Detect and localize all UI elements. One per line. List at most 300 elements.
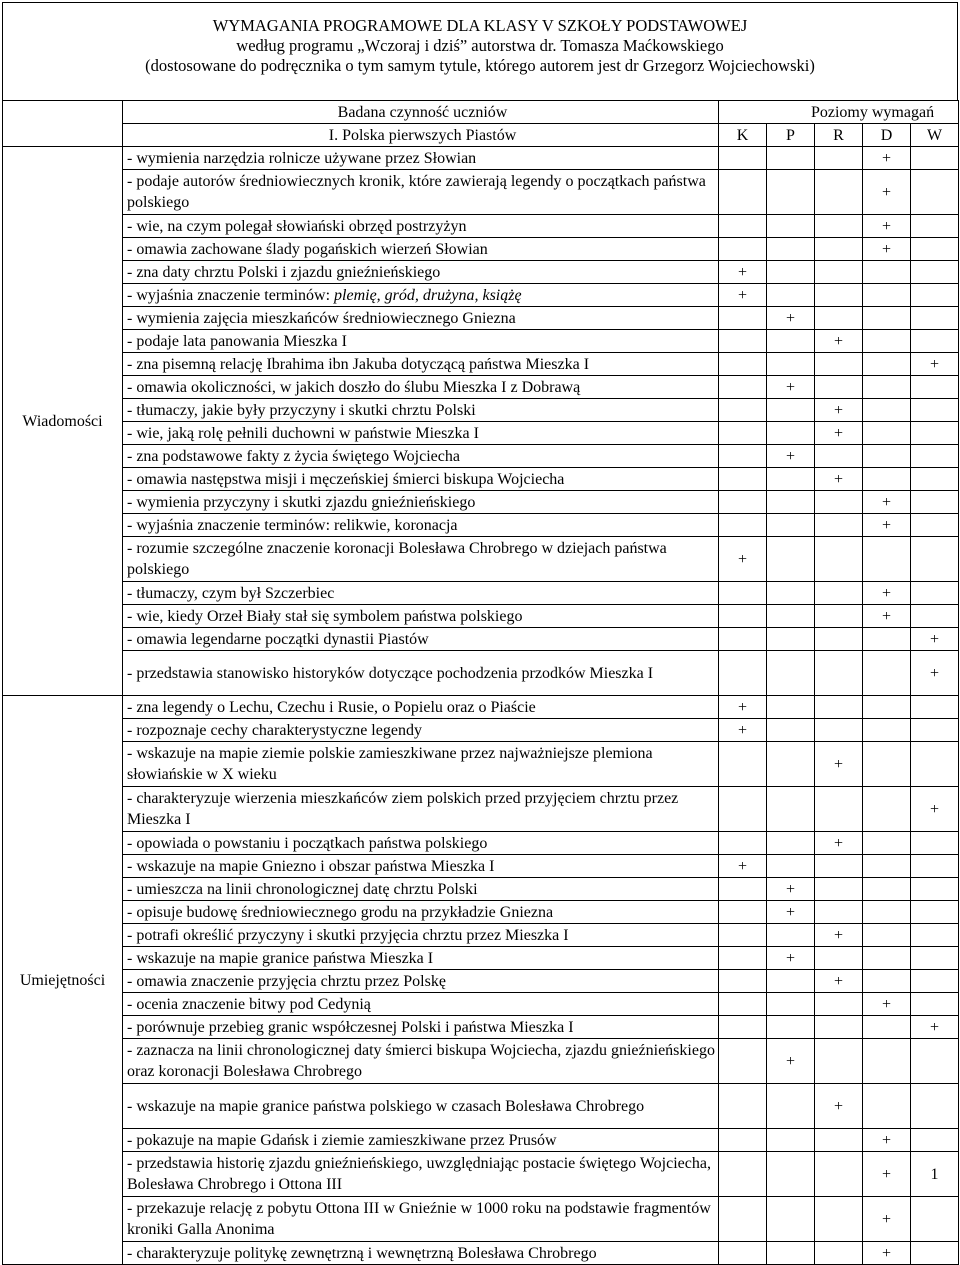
level-mark: +	[815, 468, 863, 491]
level-cell	[911, 170, 959, 215]
level-cell	[815, 353, 863, 376]
level-mark: +	[911, 1016, 959, 1039]
level-cell	[863, 376, 911, 399]
requirement-row	[3, 170, 959, 215]
level-cell	[719, 970, 767, 993]
level-cell	[767, 582, 815, 605]
level-cell	[911, 445, 959, 468]
level-cell	[767, 696, 815, 719]
level-mark: +	[815, 970, 863, 993]
level-cell	[767, 1016, 815, 1039]
level-cell	[815, 628, 863, 651]
level-cell	[863, 947, 911, 970]
level-cell	[719, 399, 767, 422]
requirement-text: - zna daty chrztu Polski i zjazdu gnieźnieńskiego	[123, 261, 719, 284]
level-cell	[719, 468, 767, 491]
level-mark: +	[815, 1084, 863, 1129]
requirement-row	[3, 924, 959, 947]
level-cell	[815, 787, 863, 832]
level-cell	[719, 307, 767, 330]
level-mark: +	[719, 261, 767, 284]
requirement-text: - zna pisemną relację Ibrahima ibn Jakuba dotyczącą państwa Mieszka I	[123, 353, 719, 376]
level-cell	[719, 947, 767, 970]
requirement-text: - omawia zachowane ślady pogańskich wierzeń Słowian	[123, 238, 719, 261]
level-cell	[815, 1242, 863, 1265]
level-cell	[767, 970, 815, 993]
level-mark: +	[815, 330, 863, 353]
requirements-body	[3, 101, 959, 1265]
level-cell	[863, 422, 911, 445]
level-cell	[863, 353, 911, 376]
level-cell	[911, 399, 959, 422]
level-cell	[719, 445, 767, 468]
level-cell	[815, 993, 863, 1016]
level-cell	[911, 855, 959, 878]
level-cell	[863, 651, 911, 696]
level-cell	[719, 901, 767, 924]
level-cell	[911, 582, 959, 605]
requirement-text: - podaje autorów średniowiecznych kronik, które zawierają legendy o początkach państwa polskiego	[123, 170, 719, 215]
requirement-row	[3, 537, 959, 582]
requirement-text: - wie, jaką rolę pełnili duchowni w państwie Mieszka I	[123, 422, 719, 445]
requirement-text: - zna podstawowe fakty z życia świętego Wojciecha	[123, 445, 719, 468]
level-cell	[815, 855, 863, 878]
level-cell	[911, 491, 959, 514]
level-cell	[911, 261, 959, 284]
requirement-text: - przedstawia stanowisko historyków dotyczące pochodzenia przodków Mieszka I	[123, 651, 719, 696]
requirement-row	[3, 1129, 959, 1152]
level-cell	[911, 284, 959, 307]
level-cell	[863, 1084, 911, 1129]
level-header-k: K	[719, 124, 767, 147]
level-cell	[863, 261, 911, 284]
level-mark: +	[767, 1039, 815, 1084]
level-cell	[911, 947, 959, 970]
requirement-text: - omawia legendarne początki dynastii Piastów	[123, 628, 719, 651]
level-cell	[911, 238, 959, 261]
requirement-terms: plemię, gród, drużyna, książę	[334, 286, 522, 304]
level-cell	[911, 878, 959, 901]
level-cell	[863, 855, 911, 878]
level-mark: +	[719, 719, 767, 742]
level-cell	[767, 1242, 815, 1265]
level-mark: +	[863, 1152, 911, 1197]
requirement-text: - zna legendy o Lechu, Czechu i Rusie, o Popielu oraz o Piaście	[123, 696, 719, 719]
level-cell	[815, 537, 863, 582]
level-cell	[911, 330, 959, 353]
requirement-row	[3, 947, 959, 970]
requirement-row	[3, 1084, 959, 1129]
level-cell	[719, 993, 767, 1016]
requirement-row	[3, 1242, 959, 1265]
document-page	[2, 2, 958, 1265]
level-cell	[911, 970, 959, 993]
level-mark: +	[863, 215, 911, 238]
level-cell	[863, 307, 911, 330]
requirement-row	[3, 970, 959, 993]
level-cell	[911, 376, 959, 399]
requirement-row	[3, 491, 959, 514]
level-mark: +	[815, 832, 863, 855]
requirement-row	[3, 993, 959, 1016]
level-cell	[815, 491, 863, 514]
level-cell	[815, 719, 863, 742]
requirement-row	[3, 330, 959, 353]
level-cell	[911, 514, 959, 537]
level-cell	[863, 832, 911, 855]
requirement-text: - wymienia przyczyny i skutki zjazdu gnieźnieńskiego	[123, 491, 719, 514]
document-note: (dostosowane do podręcznika o tym samym tytule, którego autorem jest dr Grzegorz Wojciechowski)	[145, 56, 815, 75]
section-title: I. Polska pierwszych Piastów	[123, 124, 719, 147]
requirement-text: - charakteryzuje politykę zewnętrzną i wewnętrzną Bolesława Chrobrego	[123, 1242, 719, 1265]
level-cell	[767, 719, 815, 742]
level-mark: +	[719, 284, 767, 307]
level-mark: +	[911, 628, 959, 651]
level-cell	[815, 514, 863, 537]
level-cell	[767, 832, 815, 855]
levels-header: Poziomy wymagań	[719, 101, 959, 124]
level-cell	[719, 514, 767, 537]
level-cell	[719, 1039, 767, 1084]
level-mark: +	[863, 1242, 911, 1265]
level-mark: +	[815, 742, 863, 787]
level-cell	[719, 238, 767, 261]
level-cell	[815, 284, 863, 307]
level-cell	[863, 970, 911, 993]
level-cell	[911, 1242, 959, 1265]
level-mark: +	[767, 376, 815, 399]
level-cell	[815, 307, 863, 330]
level-mark: +	[767, 901, 815, 924]
requirement-text: - potrafi określić przyczyny i skutki przyjęcia chrztu przez Mieszka I	[123, 924, 719, 947]
level-cell	[911, 468, 959, 491]
level-cell	[863, 468, 911, 491]
requirement-text: - omawia znaczenie przyjęcia chrztu przez Polskę	[123, 970, 719, 993]
level-cell	[911, 422, 959, 445]
level-mark: +	[911, 651, 959, 696]
requirement-text: - przekazuje relację z pobytu Ottona III w Gnieźnie w 1000 roku na podstawie fragmentów kroniki Galla Anonima	[123, 1197, 719, 1242]
level-cell	[767, 651, 815, 696]
requirement-row	[3, 399, 959, 422]
requirement-row	[3, 901, 959, 924]
level-header-w: W	[911, 124, 959, 147]
requirement-row	[3, 1197, 959, 1242]
level-cell	[767, 605, 815, 628]
requirement-text: - wyjaśnia znaczenie terminów: relikwie, koronacja	[123, 514, 719, 537]
level-mark: +	[719, 855, 767, 878]
level-mark: +	[719, 537, 767, 582]
requirement-text: - wie, na czym polegał słowiański obrzęd postrzyżyn	[123, 215, 719, 238]
level-cell	[767, 330, 815, 353]
requirement-row	[3, 353, 959, 376]
level-cell	[911, 696, 959, 719]
level-header-r: R	[815, 124, 863, 147]
level-cell	[911, 742, 959, 787]
level-mark: +	[863, 1129, 911, 1152]
level-cell	[719, 1016, 767, 1039]
level-mark: +	[863, 238, 911, 261]
requirement-text: - omawia okoliczności, w jakich doszło do ślubu Mieszka I z Dobrawą	[123, 376, 719, 399]
level-cell	[911, 832, 959, 855]
level-mark: +	[863, 147, 911, 170]
requirement-row	[3, 445, 959, 468]
level-mark: +	[863, 993, 911, 1016]
requirement-row	[3, 582, 959, 605]
level-cell	[767, 628, 815, 651]
requirement-row	[3, 376, 959, 399]
level-cell	[815, 261, 863, 284]
requirement-text: - wskazuje na mapie ziemie polskie zamieszkiwane przez najważniejsze plemiona słowiańskie w X wieku	[123, 742, 719, 787]
requirement-row	[3, 787, 959, 832]
level-cell	[911, 147, 959, 170]
level-cell	[911, 1197, 959, 1242]
level-cell	[863, 284, 911, 307]
level-mark: +	[863, 1197, 911, 1242]
level-cell	[815, 1152, 863, 1197]
table-header-row	[3, 101, 959, 124]
level-cell	[815, 651, 863, 696]
level-cell	[719, 1152, 767, 1197]
requirement-text: - charakteryzuje wierzenia mieszkańców ziem polskich przed przyjęciem chrztu przez Mieszka I	[123, 787, 719, 832]
level-cell	[767, 468, 815, 491]
level-mark-extra: 1	[911, 1152, 959, 1197]
level-cell	[815, 1129, 863, 1152]
level-cell	[911, 719, 959, 742]
requirement-row	[3, 468, 959, 491]
requirement-row	[3, 261, 959, 284]
level-cell	[719, 1242, 767, 1265]
level-cell	[815, 582, 863, 605]
requirement-text: - wskazuje na mapie Gniezno i obszar państwa Mieszka I	[123, 855, 719, 878]
level-cell	[719, 651, 767, 696]
level-cell	[815, 445, 863, 468]
requirement-row	[3, 628, 959, 651]
document-title: WYMAGANIA PROGRAMOWE DLA KLASY V SZKOŁY PODSTAWOWEJ	[212, 16, 748, 35]
requirement-row	[3, 855, 959, 878]
requirement-row	[3, 1016, 959, 1039]
level-cell	[815, 1197, 863, 1242]
requirement-row	[3, 1152, 959, 1197]
requirement-text: - tłumaczy, jakie były przyczyny i skutki chrztu Polski	[123, 399, 719, 422]
level-header-d: D	[863, 124, 911, 147]
level-cell	[815, 901, 863, 924]
level-cell	[815, 947, 863, 970]
level-cell	[815, 1039, 863, 1084]
requirement-text: - wymienia narzędzia rolnicze używane przez Słowian	[123, 147, 719, 170]
level-mark: +	[767, 307, 815, 330]
level-cell	[767, 261, 815, 284]
requirement-row	[3, 719, 959, 742]
level-cell	[767, 537, 815, 582]
requirement-text: - rozpoznaje cechy charakterystyczne legendy	[123, 719, 719, 742]
corner-cell	[3, 101, 123, 147]
level-cell	[719, 1084, 767, 1129]
level-cell	[767, 1129, 815, 1152]
level-cell	[719, 628, 767, 651]
level-mark: +	[863, 582, 911, 605]
requirement-text: - podaje lata panowania Mieszka I	[123, 330, 719, 353]
level-cell	[863, 696, 911, 719]
level-cell	[911, 307, 959, 330]
level-cell	[863, 445, 911, 468]
level-mark: +	[767, 445, 815, 468]
requirement-text: - opisuje budowę średniowiecznego grodu na przykładzie Gniezna	[123, 901, 719, 924]
document-subtitle: według programu „Wczoraj i dziś” autorstwa dr. Tomasza Maćkowskiego	[236, 36, 724, 55]
requirement-text: - wymienia zajęcia mieszkańców średniowiecznego Gniezna	[123, 307, 719, 330]
level-mark: +	[863, 514, 911, 537]
level-cell	[815, 215, 863, 238]
level-cell	[719, 878, 767, 901]
category-knowledge: Wiadomości	[3, 147, 123, 696]
requirement-text: - umieszcza na linii chronologicznej datę chrztu Polski	[123, 878, 719, 901]
level-cell	[767, 238, 815, 261]
level-cell	[815, 170, 863, 215]
level-cell	[719, 376, 767, 399]
level-cell	[767, 514, 815, 537]
level-mark: +	[863, 170, 911, 215]
requirements-table	[2, 100, 959, 1265]
level-cell	[767, 924, 815, 947]
requirement-row	[3, 742, 959, 787]
requirement-row	[3, 651, 959, 696]
level-mark: +	[863, 605, 911, 628]
requirement-text: - wie, kiedy Orzeł Biały stał się symbolem państwa polskiego	[123, 605, 719, 628]
level-cell	[911, 1084, 959, 1129]
level-cell	[719, 832, 767, 855]
level-cell	[767, 170, 815, 215]
level-cell	[767, 353, 815, 376]
requirement-row	[3, 514, 959, 537]
level-mark: +	[911, 787, 959, 832]
requirement-text: - opowiada o powstaniu i początkach państwa polskiego	[123, 832, 719, 855]
requirement-text: - zaznacza na linii chronologicznej daty śmierci biskupa Wojciecha, zjazdu gnieźnieńskiego oraz koronacji Bolesława Chrobrego	[123, 1039, 719, 1084]
requirement-text-lead: - wyjaśnia znaczenie terminów:	[127, 286, 335, 304]
level-cell	[719, 215, 767, 238]
level-cell	[767, 147, 815, 170]
level-cell	[911, 1039, 959, 1084]
requirement-row	[3, 284, 959, 307]
level-cell	[767, 855, 815, 878]
requirement-text: - rozumie szczególne znaczenie koronacji Bolesława Chrobrego w dziejach państwa polskiego	[123, 537, 719, 582]
requirement-row	[3, 238, 959, 261]
level-cell	[767, 215, 815, 238]
level-cell	[719, 1197, 767, 1242]
level-mark: +	[719, 696, 767, 719]
level-cell	[767, 491, 815, 514]
level-cell	[863, 901, 911, 924]
level-cell	[863, 742, 911, 787]
requirement-text: - wskazuje na mapie granice państwa polskiego w czasach Bolesława Chrobrego	[123, 1084, 719, 1129]
requirement-text: - tłumaczy, czym był Szczerbiec	[123, 582, 719, 605]
level-cell	[719, 330, 767, 353]
level-cell	[815, 376, 863, 399]
level-header-p: P	[767, 124, 815, 147]
level-cell	[815, 1016, 863, 1039]
level-mark: +	[815, 399, 863, 422]
level-cell	[767, 1084, 815, 1129]
level-cell	[815, 147, 863, 170]
level-cell	[719, 491, 767, 514]
level-cell	[863, 330, 911, 353]
level-cell	[863, 399, 911, 422]
level-mark: +	[767, 947, 815, 970]
level-mark: +	[815, 422, 863, 445]
requirement-row	[3, 832, 959, 855]
level-cell	[815, 238, 863, 261]
level-cell	[911, 537, 959, 582]
level-cell	[719, 353, 767, 376]
requirement-row	[3, 215, 959, 238]
level-mark: +	[911, 353, 959, 376]
level-cell	[719, 1129, 767, 1152]
level-cell	[767, 993, 815, 1016]
level-mark: +	[815, 924, 863, 947]
level-cell	[911, 215, 959, 238]
level-cell	[863, 537, 911, 582]
requirement-text: - porównuje przebieg granic współczesnej Polski i państwa Mieszka I	[123, 1016, 719, 1039]
level-cell	[719, 605, 767, 628]
level-cell	[719, 582, 767, 605]
level-cell	[719, 422, 767, 445]
document-header	[2, 2, 958, 100]
level-cell	[911, 605, 959, 628]
level-cell	[815, 605, 863, 628]
level-cell	[767, 1152, 815, 1197]
level-cell	[863, 878, 911, 901]
category-skills: Umiejętności	[3, 696, 123, 1265]
level-cell	[863, 1039, 911, 1084]
level-cell	[719, 787, 767, 832]
requirement-row	[3, 147, 959, 170]
level-cell	[815, 878, 863, 901]
level-cell	[767, 284, 815, 307]
requirement-text: - przedstawia historię zjazdu gnieźnieńskiego, uwzględniając postacie świętego Wojciecha, Bolesława Chrobrego i Ottona III	[123, 1152, 719, 1197]
requirement-row	[3, 696, 959, 719]
requirement-text	[123, 284, 719, 307]
level-cell	[767, 399, 815, 422]
requirement-text: - wskazuje na mapie granice państwa Mieszka I	[123, 947, 719, 970]
level-mark: +	[767, 878, 815, 901]
requirement-text: - ocenia znaczenie bitwy pod Cedynią	[123, 993, 719, 1016]
level-cell	[863, 628, 911, 651]
level-cell	[815, 696, 863, 719]
level-cell	[911, 1129, 959, 1152]
requirement-row	[3, 1039, 959, 1084]
level-cell	[911, 993, 959, 1016]
activity-header: Badana czynność uczniów	[123, 101, 719, 124]
requirement-text: - omawia następstwa misji i męczeńskiej śmierci biskupa Wojciecha	[123, 468, 719, 491]
level-cell	[863, 787, 911, 832]
level-cell	[767, 742, 815, 787]
level-cell	[767, 787, 815, 832]
level-cell	[911, 924, 959, 947]
section-row	[3, 124, 959, 147]
level-cell	[911, 901, 959, 924]
level-cell	[719, 924, 767, 947]
requirement-row	[3, 605, 959, 628]
level-mark: +	[863, 491, 911, 514]
requirement-text: - pokazuje na mapie Gdańsk i ziemie zamieszkiwane przez Prusów	[123, 1129, 719, 1152]
level-cell	[767, 1197, 815, 1242]
level-cell	[863, 924, 911, 947]
level-cell	[719, 742, 767, 787]
level-cell	[863, 1016, 911, 1039]
requirement-row	[3, 422, 959, 445]
level-cell	[719, 147, 767, 170]
level-cell	[767, 422, 815, 445]
requirement-row	[3, 878, 959, 901]
level-cell	[719, 170, 767, 215]
